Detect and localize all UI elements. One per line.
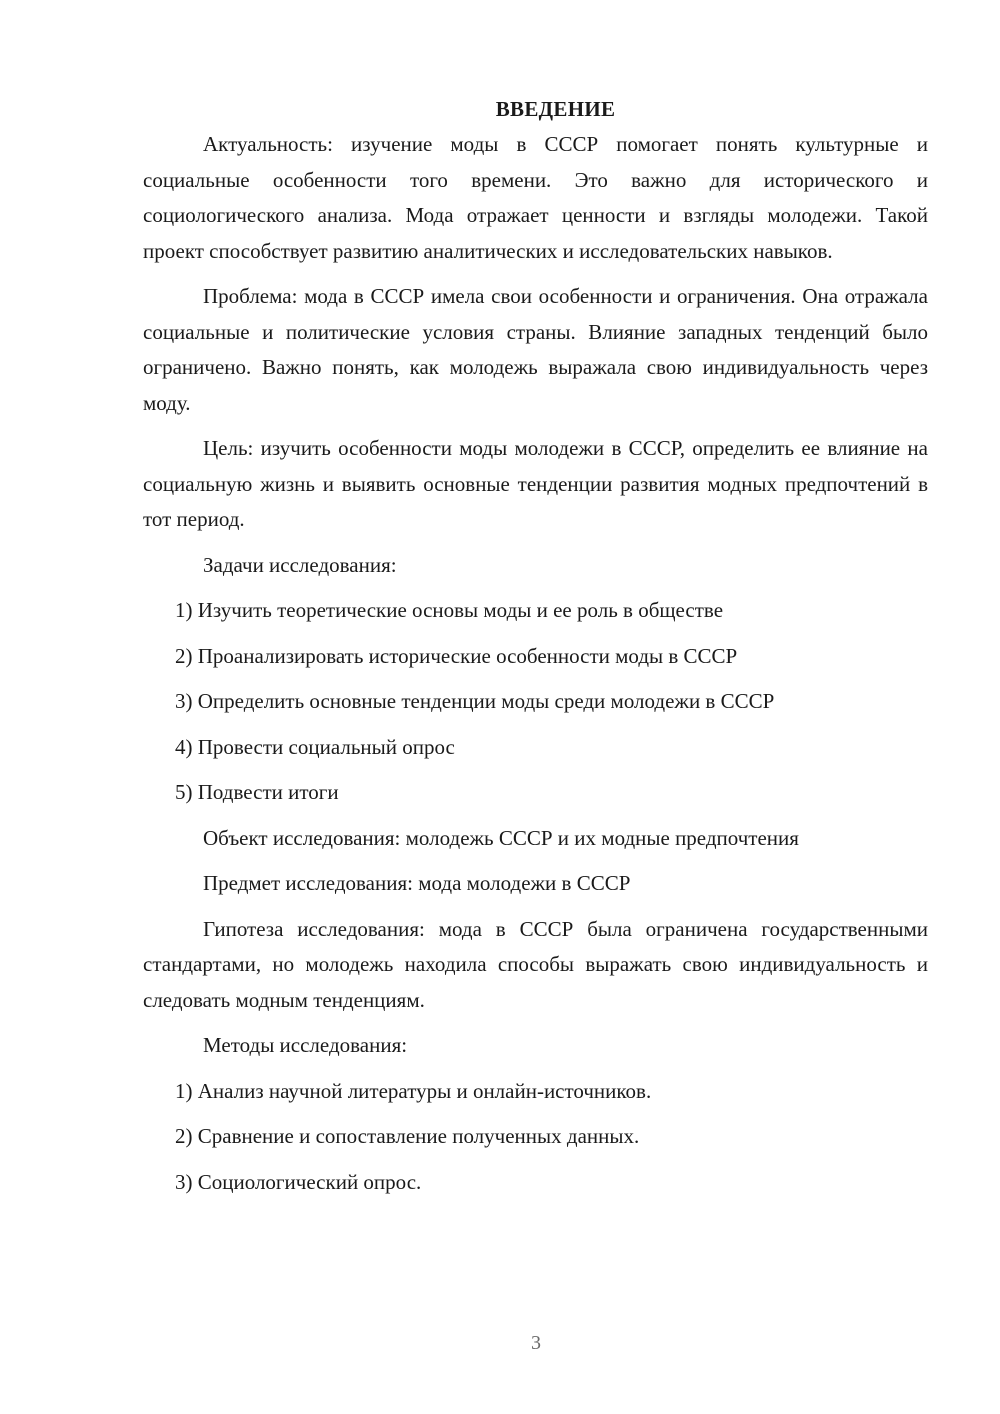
relevance-paragraph: Актуальность: изучение моды в СССР помогает понять культурные и социальные особенности того времени. Это важно для исторического и социологического анализа. Мода отражает ценности и взгляды молодежи. Такой проект способствует развитию аналитических и исследовательских навыков. bbox=[143, 132, 928, 263]
methods-title: Методы исследования: bbox=[203, 1033, 408, 1057]
page-number: 3 bbox=[531, 1332, 541, 1354]
hypothesis-paragraph: Гипотеза исследования: мода в СССР была ограничена государственными стандартами, но молодежь находила способы выражать свою индивидуальность и следовать модным тенденциям. bbox=[143, 916, 928, 1012]
problem-paragraph: Проблема: мода в СССР имела свои особенности и ограничения. Она отражала социальные и политические условия страны. Влияние западных тенденций было ограничено. Важно понять, как молодежь выражала свою индивидуальность через моду. bbox=[143, 284, 928, 415]
task-item: 2) Проанализировать исторические особенности моды в СССР bbox=[175, 643, 738, 668]
goal-paragraph: Цель: изучить особенности моды молодежи в СССР, определить ее влияние на социальную жизнь и выявить основные тенденции развития модных предпочтений в тот период. bbox=[143, 436, 928, 531]
method-item: 2) Сравнение и сопоставление полученных данных. bbox=[175, 1124, 640, 1148]
research-object: Объект исследования: молодежь СССР и их модные предпочтения bbox=[203, 825, 799, 850]
method-item: 3) Социологический опрос. bbox=[175, 1169, 422, 1194]
task-item: 5) Подвести итоги bbox=[175, 780, 339, 804]
page-content bbox=[143, 92, 928, 1210]
tasks-title: Задачи исследования: bbox=[203, 552, 397, 577]
research-subject: Предмет исследования: мода молодежи в СССР bbox=[203, 871, 631, 895]
method-item: 1) Анализ научной литературы и онлайн-источников. bbox=[175, 1078, 652, 1103]
section-heading: ВВЕДЕНИЕ bbox=[495, 97, 616, 121]
task-item: 3) Определить основные тенденции моды среди молодежи в СССР bbox=[175, 689, 775, 713]
task-item: 1) Изучить теоретические основы моды и ее роль в обществе bbox=[175, 598, 724, 622]
task-item: 4) Провести социальный опрос bbox=[175, 734, 455, 759]
